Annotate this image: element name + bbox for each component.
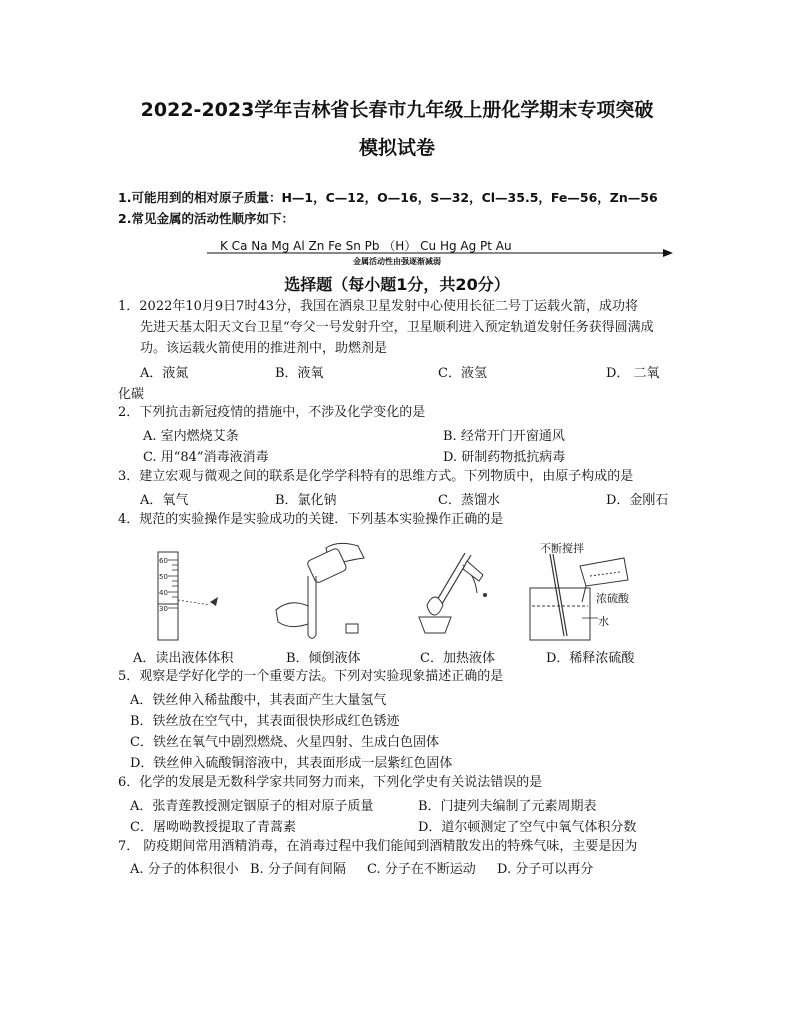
q4-stem: 4．规范的实验操作是实验成功的关键．下列基本实验操作正确的是 [118, 512, 504, 527]
tick-60: 60 [159, 557, 168, 565]
q1-option-d-cont: 化碳 [118, 387, 145, 402]
q3-option-b: B．氯化钠 [275, 493, 337, 508]
q5-stem: 5．观察是学好化学的一个重要方法。下列对实验现象描述正确的是 [118, 669, 504, 684]
q1-line1: 1．2022年10月9日7时43分，我国在酒泉卫星发射中心使用长征二号丁运载火箭，成功将 [118, 299, 638, 314]
q7-option-d: D. 分子可以再分 [497, 862, 594, 877]
q3-stem: 3．建立宏观与微观之间的联系是化学学科特有的思维方式。下列物质中，由原子构成的是 [118, 469, 634, 484]
figure-b-pouring [268, 540, 378, 645]
label-water: 水 [598, 615, 609, 628]
q3-option-d: D．金刚石 [606, 493, 669, 508]
q2-option-a: A. 室内燃烧艾条 [143, 429, 239, 444]
figure-c-heating [405, 545, 495, 645]
q1-option-d: D． 二氧 [606, 366, 660, 381]
q6-option-b: B．门捷列夫编制了元素周期表 [418, 799, 597, 814]
q6-stem: 6．化学的发展是无数科学家共同努力而来，下列化学史有关说法错误的是 [118, 775, 543, 790]
q3-option-a: A．氧气 [140, 493, 189, 508]
q7-option-c: C. 分子在不断运动 [367, 862, 476, 877]
q2-option-b: B. 经常开门开窗通风 [443, 429, 565, 444]
q5-option-b: B．铁丝放在空气中，其表面很快形成红色锈迹 [130, 714, 400, 729]
q7-option-a: A. 分子的体积很小 [130, 862, 239, 877]
q7-option-b: B. 分子间有间隔 [250, 862, 346, 877]
q6-option-d: D．道尔顿测定了空气中氧气体积分数 [418, 820, 637, 835]
note-atomic-mass: 1.可能用到的相对原子质量：H—1，C—12，O—16，S—32，Cl—35.5，Fe—56，Zn—56 [118, 190, 658, 205]
q1-option-b: B．液氧 [275, 366, 324, 381]
page-subtitle: 模拟试卷 [358, 137, 435, 159]
q4-option-c: C．加热液体 [420, 651, 495, 666]
q1-line3: 功。该运载火箭使用的推进剂中，助燃剂是 [140, 341, 388, 356]
q4-option-a: A．读出液体体积 [133, 651, 234, 666]
q2-stem: 2．下列抗击新冠疫情的措施中，不涉及化学变化的是 [118, 405, 426, 420]
q4-option-b: B．倾倒液体 [286, 651, 361, 666]
eye-icon [210, 597, 218, 606]
label-acid: 浓硫酸 [596, 592, 629, 605]
tick-30: 30 [159, 605, 168, 613]
q2-option-c: C. 用“84”消毒液消毒 [143, 450, 269, 465]
q2-option-d: D. 研制药物抵抗病毒 [443, 450, 566, 465]
metal-sequence: K Ca Na Mg Al Zn Fe Sn Pb （H） Cu Hg Ag Pt Au [220, 239, 512, 253]
q7-stem: 7． 防疫期间常用酒精消毒，在消毒过程中我们能闻到酒精散发出的特殊气味，主要是因为 [118, 839, 638, 854]
label-stir: 不断搅拌 [540, 542, 584, 555]
section-title: 选择题（每小题1分，共20分） [284, 275, 510, 294]
q6-option-a: A．张青莲教授测定铟原子的相对原子质量 [130, 799, 374, 814]
tick-50: 50 [159, 573, 168, 581]
q3-option-c: C．蒸馏水 [438, 493, 500, 508]
tick-40: 40 [159, 589, 168, 597]
q5-option-d: D．铁丝伸入硫酸铜溶液中，其表面形成一层紫红色固体 [130, 756, 453, 771]
q1-option-a: A．液氮 [140, 366, 189, 381]
q1-option-c: C．液氢 [438, 366, 487, 381]
q6-option-c: C．屠呦呦教授提取了青蒿素 [130, 820, 296, 835]
figure-a-cylinder [150, 550, 240, 645]
q1-line2: 先进天基太阳天文台卫星“夸父一号发射升空，卫星顺利进入预定轨道发射任务获得圆满成 [140, 320, 654, 335]
sequence-label: 金属活动性由强逐渐减弱 [353, 256, 441, 266]
q4-option-d: D．稀释浓硫酸 [546, 651, 635, 666]
q5-option-a: A．铁丝伸入稀盐酸中，其表面产生大量氢气 [130, 693, 387, 708]
q5-option-c: C．铁丝在氧气中剧烈燃烧、火星四射、生成白色固体 [130, 735, 439, 750]
page-title: 2022-2023学年吉林省长春市九年级上册化学期末专项突破 [140, 99, 654, 121]
note-activity-series: 2.常见金属的活动性顺序如下： [118, 211, 294, 226]
